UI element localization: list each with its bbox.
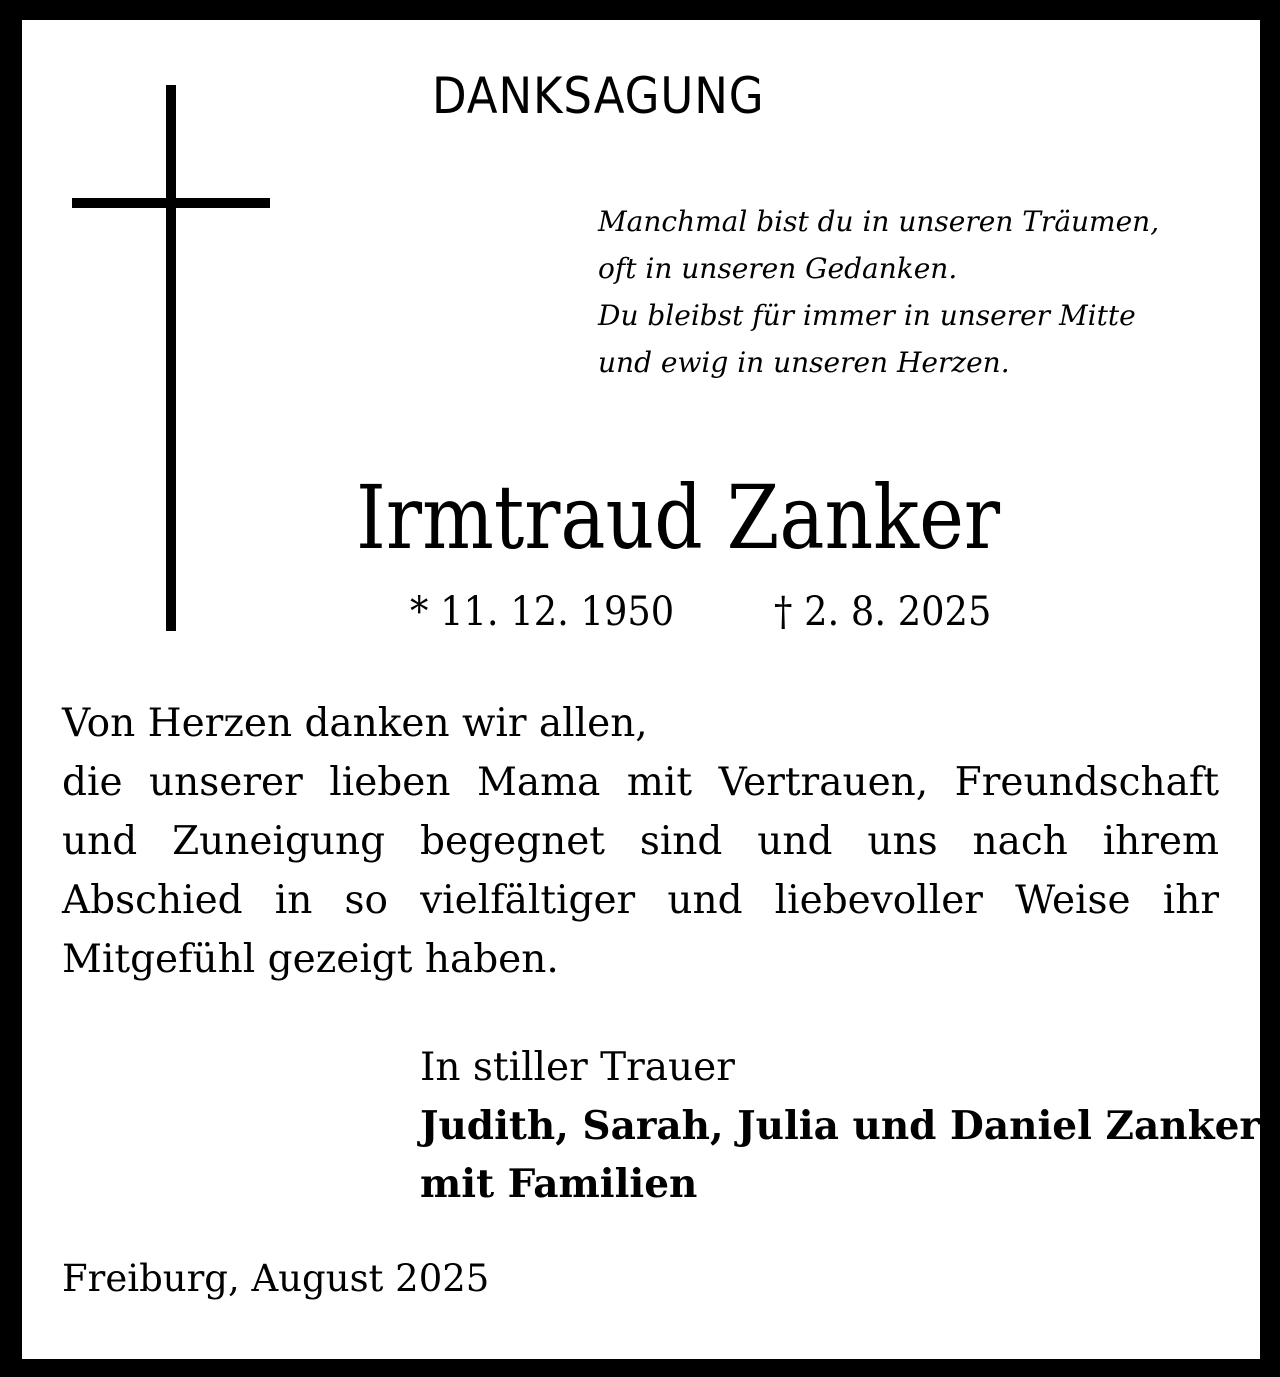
thanks-first-line: Von Herzen danken wir allen, <box>62 701 648 746</box>
place-date: Freiburg, August 2025 <box>62 1257 490 1300</box>
cross-icon-horizontal-bar <box>72 198 270 208</box>
signoff-intro: In stiller Trauer <box>420 1045 735 1090</box>
thanks-body: die unserer lieben Mama mit Vertrauen, Freundschaft und Zuneigung begegnet sind und uns nach ihrem Abschied in so vielfältiger und liebevoller Weise ihr Mitgefühl gezeigt haben. <box>62 760 1219 982</box>
poem-line: Manchmal bist du in unseren Träumen, <box>598 205 1160 238</box>
poem-line: und ewig in unseren Herzen. <box>598 346 1010 379</box>
cross-icon-vertical-bar <box>166 85 176 631</box>
poem-line: oft in unseren Gedanken. <box>598 252 958 285</box>
signoff-families: mit Familien <box>420 1161 698 1207</box>
deceased-name: Irmtraud Zanker <box>356 466 1001 569</box>
poem <box>598 198 1159 386</box>
death-date: † 2. 8. 2025 <box>774 589 992 635</box>
poem-line: Du bleibst für immer in unserer Mitte <box>598 299 1136 332</box>
thanks-text <box>62 694 1219 989</box>
signoff <box>420 1039 1260 1213</box>
signoff-names: Judith, Sarah, Julia und Daniel Zanker <box>420 1103 1260 1149</box>
birth-date: * 11. 12. 1950 <box>410 589 675 635</box>
heading: DANKSAGUNG <box>432 67 765 125</box>
